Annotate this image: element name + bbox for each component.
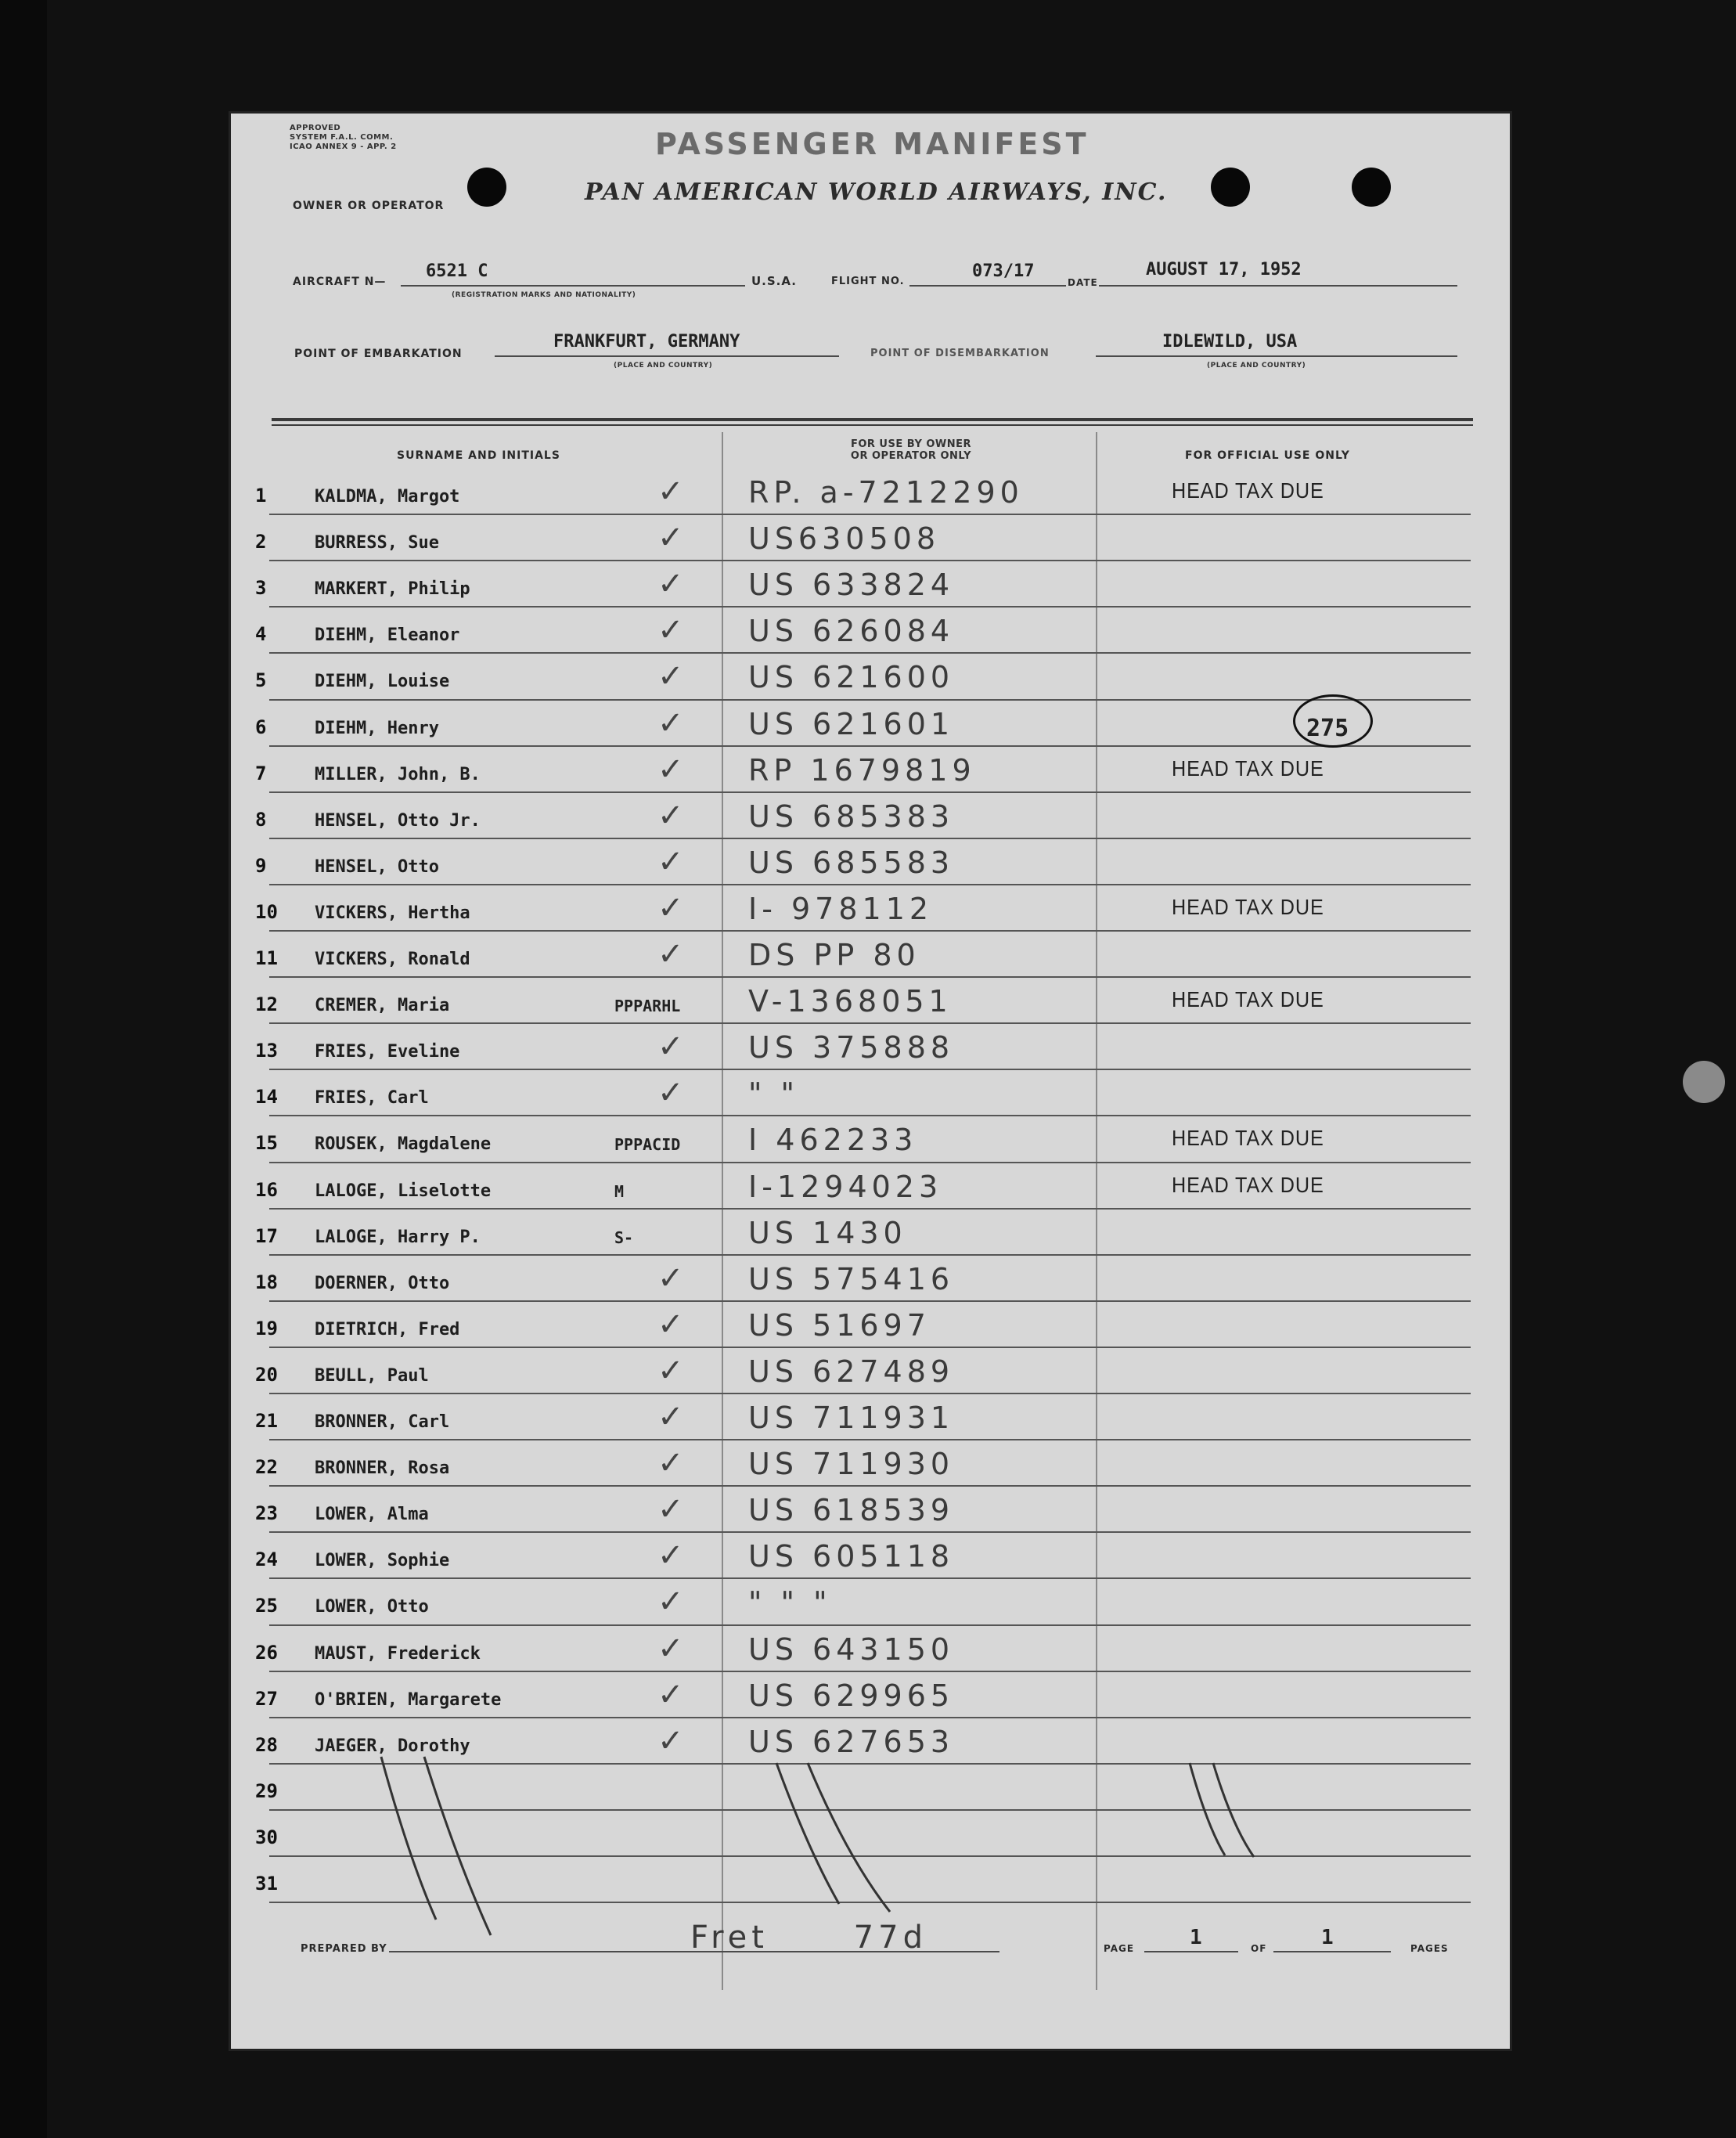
passenger-name: BEULL, Paul — [315, 1365, 429, 1386]
row-number: 12 — [255, 993, 278, 1016]
passenger-name: MILLER, John, B. — [315, 764, 481, 784]
passenger-name: DOERNER, Otto — [315, 1273, 450, 1293]
passenger-name: BRONNER, Carl — [315, 1412, 450, 1432]
passenger-name: BRONNER, Rosa — [315, 1458, 450, 1479]
page-total: 1 — [1321, 1926, 1334, 1949]
document-number: RP 1679819 — [748, 752, 976, 788]
document-number: " " " — [748, 1585, 832, 1621]
document-number: US 618539 — [748, 1493, 955, 1528]
check-mark: ✓ — [657, 1445, 684, 1482]
passenger-name: VICKERS, Ronald — [315, 950, 470, 969]
passenger-name: BURRESS, Sue — [315, 533, 439, 553]
page-number: 1 — [1190, 1926, 1202, 1949]
document-number: I 462233 — [748, 1123, 918, 1158]
prepared-label: PREPARED BY — [301, 1943, 387, 1955]
document-number: US 627653 — [748, 1724, 955, 1759]
passenger-name: ROUSEK, Magdalene — [315, 1134, 492, 1155]
passenger-name: VICKERS, Hertha — [315, 903, 470, 923]
check-mark: ✓ — [657, 1075, 684, 1112]
document-number: US 605118 — [748, 1539, 955, 1574]
row-number: 18 — [255, 1271, 278, 1293]
official-note: HEAD TAX DUE — [1172, 478, 1324, 503]
film-border — [0, 0, 47, 2138]
check-mark: ✓ — [657, 1491, 684, 1528]
official-note: HEAD TAX DUE — [1172, 1126, 1324, 1151]
row-number: 13 — [255, 1040, 278, 1062]
row-number: 8 — [255, 808, 267, 831]
check-mark: ✓ — [657, 1676, 684, 1713]
document-number: RP. a-7212290 — [748, 475, 1024, 510]
date-label: DATE — [1068, 277, 1098, 288]
owner-label: OWNER OR OPERATOR — [293, 200, 445, 212]
of-label: OF — [1251, 1943, 1267, 1954]
official-note: HEAD TAX DUE — [1172, 755, 1324, 781]
row-number: 28 — [255, 1733, 278, 1756]
row-number: 17 — [255, 1224, 278, 1247]
check-mark: ✓ — [657, 936, 684, 972]
passenger-name: LOWER, Otto — [315, 1597, 429, 1617]
check-mark: ✓ — [657, 751, 684, 788]
document-number: I- 978112 — [748, 891, 934, 926]
document-number: US 51697 — [748, 1307, 931, 1343]
row-number: 31 — [255, 1873, 278, 1895]
manifest-sheet — [229, 111, 1512, 2051]
page-label: PAGE — [1104, 1943, 1135, 1954]
document-number: US 1430 — [748, 1215, 907, 1250]
official-note: HEAD TAX DUE — [1172, 1172, 1324, 1197]
place-caption-2: (PLACE AND COUNTRY) — [1207, 362, 1306, 370]
flight-label: FLIGHT NO. — [831, 276, 905, 287]
passenger-name: DIETRICH, Fred — [315, 1319, 460, 1339]
check-mark: ✓ — [657, 705, 684, 741]
document-number: US 629965 — [748, 1678, 955, 1713]
row-number: 16 — [255, 1178, 278, 1201]
document-number: US 685583 — [748, 845, 955, 880]
underline — [1144, 1951, 1238, 1952]
row-number: 23 — [255, 1502, 278, 1525]
check-mark: S- — [614, 1228, 634, 1247]
pages-label: PAGES — [1410, 1943, 1449, 1954]
row-number: 15 — [255, 1132, 278, 1155]
document-number: US 643150 — [748, 1631, 955, 1667]
row-number: 1 — [255, 485, 267, 507]
col-owner-header: FOR USE BY OWNER OR OPERATOR ONLY — [850, 438, 972, 462]
row-number: 10 — [255, 900, 278, 923]
aircraft-label: AIRCRAFT N— — [293, 276, 387, 288]
check-mark: M — [614, 1181, 625, 1201]
passenger-name: FRIES, Eveline — [315, 1042, 460, 1062]
check-mark: ✓ — [657, 1399, 684, 1435]
passenger-name: LOWER, Alma — [315, 1505, 429, 1525]
check-mark: ✓ — [657, 843, 684, 880]
airline-name: PAN AMERICAN WORLD AIRWAYS, INC. — [585, 178, 1168, 206]
document-number: US 621601 — [748, 706, 955, 741]
check-mark: ✓ — [657, 1722, 684, 1759]
passenger-name: CREMER, Maria — [315, 996, 450, 1016]
passenger-name: HENSEL, Otto — [315, 856, 439, 877]
row-number: 6 — [255, 716, 267, 738]
passenger-name: LALOGE, Liselotte — [315, 1181, 492, 1201]
check-mark: ✓ — [657, 1352, 684, 1389]
check-mark: ✓ — [657, 520, 684, 557]
document-number: US 711931 — [748, 1401, 955, 1435]
check-mark: ✓ — [657, 889, 684, 926]
usa-label: U.S.A. — [751, 274, 797, 288]
passenger-name: HENSEL, Otto Jr. — [315, 810, 481, 831]
embarkation-value: FRANKFURT, GERMANY — [553, 332, 740, 352]
passenger-name: FRIES, Carl — [315, 1088, 429, 1109]
signature: Fret 77d — [690, 1920, 927, 1956]
document-number: US 711930 — [748, 1447, 955, 1482]
row-number: 2 — [255, 531, 267, 553]
official-note: HEAD TAX DUE — [1172, 894, 1324, 919]
passenger-name: DIEHM, Louise — [315, 672, 450, 692]
passenger-name: O'BRIEN, Margarete — [315, 1689, 502, 1710]
check-mark: ✓ — [657, 1260, 684, 1296]
col-official-header: FOR OFFICIAL USE ONLY — [1185, 449, 1350, 462]
row-number: 24 — [255, 1549, 278, 1571]
passenger-name: DIEHM, Henry — [315, 718, 439, 738]
row-number: 26 — [255, 1641, 278, 1664]
official-note: HEAD TAX DUE — [1172, 987, 1324, 1012]
row-number: 27 — [255, 1687, 278, 1710]
check-mark: ✓ — [657, 658, 684, 695]
embarkation-label: POINT OF EMBARKATION — [294, 348, 463, 360]
disembarkation-label: POINT OF DISEMBARKATION — [870, 348, 1050, 359]
approval-note: APPROVED SYSTEM F.A.L. COMM. ICAO ANNEX 9 - APP. 2 — [290, 124, 397, 151]
check-mark: ✓ — [657, 1029, 684, 1065]
passenger-name: JAEGER, Dorothy — [315, 1736, 470, 1756]
document-number: US 633824 — [748, 568, 955, 603]
disembarkation-value: IDLEWILD, USA — [1162, 332, 1298, 352]
check-mark: ✓ — [657, 474, 684, 510]
document-number: US 375888 — [748, 1030, 955, 1065]
row-number: 29 — [255, 1779, 278, 1802]
passenger-name: LOWER, Sophie — [315, 1551, 450, 1571]
document-number: I-1294023 — [748, 1169, 943, 1204]
row-number: 9 — [255, 854, 267, 877]
row-number: 22 — [255, 1456, 278, 1479]
row-number: 21 — [255, 1410, 278, 1432]
document-number: US 621600 — [748, 660, 955, 695]
document-number: US 685383 — [748, 799, 955, 834]
row-number: 14 — [255, 1086, 278, 1109]
check-mark: ✓ — [657, 566, 684, 603]
document-number: " " — [748, 1076, 800, 1112]
row-number: 5 — [255, 669, 267, 692]
place-caption: (PLACE AND COUNTRY) — [614, 362, 713, 370]
underline — [1273, 1951, 1391, 1952]
cancel-strokes — [229, 111, 1512, 2051]
check-mark: ✓ — [657, 1630, 684, 1667]
document-number: US630508 — [748, 521, 940, 557]
page-title: PASSENGER MANIFEST — [655, 127, 1090, 161]
row-number: 20 — [255, 1363, 278, 1386]
row-number: 4 — [255, 623, 267, 646]
flight-number: 073/17 — [972, 261, 1035, 281]
passenger-name: MAUST, Frederick — [315, 1643, 481, 1664]
registration-caption: (REGISTRATION MARKS AND NATIONALITY) — [452, 291, 636, 299]
passenger-name: DIEHM, Eleanor — [315, 626, 460, 646]
row-number: 25 — [255, 1595, 278, 1617]
passenger-name: KALDMA, Margot — [315, 487, 460, 507]
check-mark: PPPACID — [614, 1135, 681, 1155]
aircraft-value: 6521 C — [426, 261, 488, 281]
film-punch-mark — [1683, 1061, 1725, 1103]
row-number: 19 — [255, 1317, 278, 1339]
check-mark: ✓ — [657, 797, 684, 834]
check-mark: ✓ — [657, 1538, 684, 1574]
check-mark: ✓ — [657, 612, 684, 649]
check-mark: ✓ — [657, 1584, 684, 1621]
passenger-name: LALOGE, Harry P. — [315, 1227, 481, 1247]
document-number: US 626084 — [748, 614, 955, 649]
document-number: DS PP 80 — [748, 938, 920, 972]
document-number: US 575416 — [748, 1261, 955, 1296]
row-number: 11 — [255, 947, 278, 969]
row-number: 3 — [255, 577, 267, 600]
col-surname-header: SURNAME AND INITIALS — [397, 449, 560, 462]
passenger-name: MARKERT, Philip — [315, 579, 470, 600]
date-value: AUGUST 17, 1952 — [1146, 260, 1302, 279]
check-mark: ✓ — [657, 1306, 684, 1343]
row-number: 30 — [255, 1826, 278, 1848]
official-number: 275 — [1306, 714, 1349, 742]
document-number: US 627489 — [748, 1354, 955, 1389]
row-number: 7 — [255, 762, 267, 784]
check-mark: PPPARHL — [614, 997, 681, 1016]
document-number: V-1368051 — [748, 984, 953, 1019]
